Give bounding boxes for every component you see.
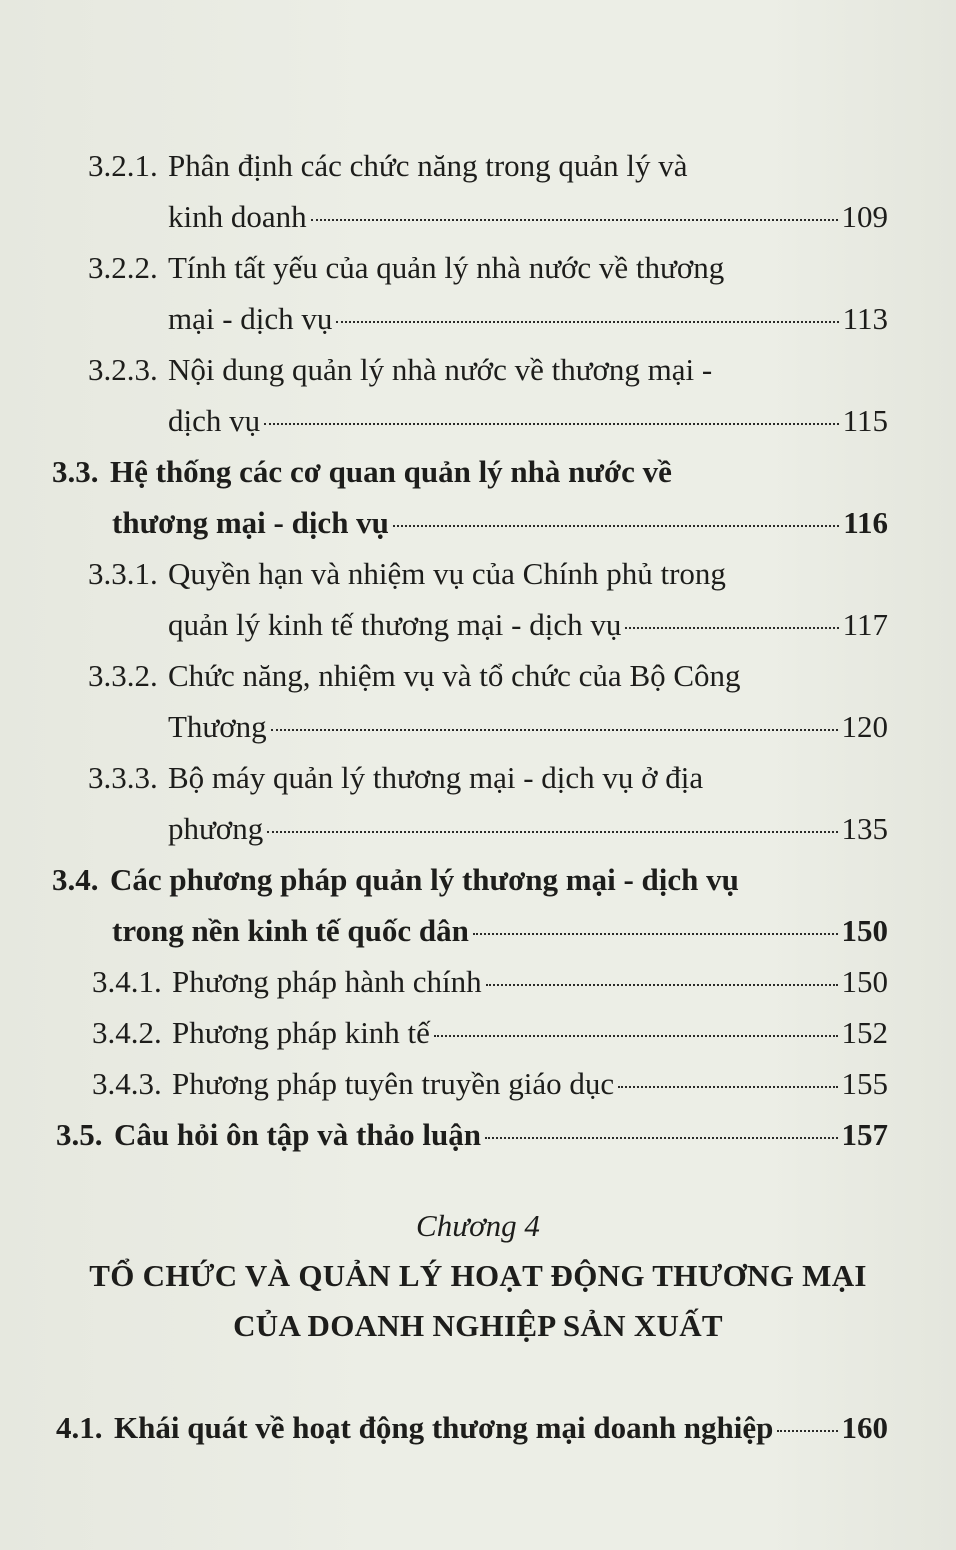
toc-number: 3.3.1.	[88, 556, 158, 591]
toc-page-number: 157	[841, 1117, 888, 1152]
toc-page-number: 150	[841, 964, 888, 999]
chapter-title-line-2: CỦA DOANH NGHIỆP SẢN XUẤT	[233, 1308, 723, 1343]
leader-dots	[336, 320, 838, 323]
toc-page-number: 155	[841, 1066, 888, 1101]
toc-title: Phương pháp kinh tế	[172, 1015, 430, 1050]
leader-dots	[618, 1085, 837, 1088]
toc-entry-3-3	[0, 446, 956, 548]
leader-dots	[311, 218, 838, 221]
toc-number: 3.3.2.	[88, 658, 158, 693]
leader-dots	[486, 983, 838, 986]
toc-entry-3-5	[0, 1109, 956, 1160]
table-of-contents	[0, 140, 956, 1160]
chapter-label: Chương 4	[416, 1208, 540, 1243]
toc-title: Phân định các chức năng trong quản lý và	[168, 148, 688, 183]
toc-title-cont: trong nền kinh tế quốc dân	[112, 913, 469, 948]
toc-title-cont: thương mại - dịch vụ	[112, 505, 389, 540]
toc-entry-3-3-2	[0, 650, 956, 752]
toc-number: 3.4.1.	[92, 964, 162, 999]
toc-title: Các phương pháp quản lý thương mại - dịch vụ	[110, 862, 739, 897]
leader-dots	[777, 1429, 837, 1432]
toc-title: Phương pháp hành chính	[172, 964, 482, 999]
toc-title: Nội dung quản lý nhà nước về thương mại -	[168, 352, 713, 387]
toc-title: Hệ thống các cơ quan quản lý nhà nước về	[110, 454, 672, 489]
toc-title-cont: dịch vụ	[168, 403, 261, 438]
leader-dots	[393, 524, 839, 527]
toc-page-number: 116	[843, 505, 888, 540]
toc-entry-3-3-3	[0, 752, 956, 854]
toc-entry-3-2-3	[0, 344, 956, 446]
toc-title: Khái quát về hoạt động thương mại doanh nghiệp	[114, 1410, 774, 1445]
leader-dots	[264, 422, 839, 425]
toc-page-number: 135	[841, 811, 888, 846]
toc-title: Tính tất yếu của quản lý nhà nước về thương	[168, 250, 725, 285]
toc-title: Bộ máy quản lý thương mại - dịch vụ ở địa	[168, 760, 704, 795]
toc-title: Phương pháp tuyên truyền giáo dục	[172, 1066, 615, 1101]
toc-page-number: 115	[842, 403, 888, 438]
toc-title-cont: quản lý kinh tế thương mại - dịch vụ	[168, 607, 622, 642]
toc-page-number: 109	[841, 199, 888, 234]
toc-page-number: 150	[841, 913, 888, 948]
chapter-title-line-1: TỔ CHỨC VÀ QUẢN LÝ HOẠT ĐỘNG THƯƠNG MẠI	[89, 1258, 867, 1293]
toc-number: 3.3.	[52, 454, 99, 489]
toc-entry-row	[0, 1402, 956, 1453]
toc-entry-3-3-1	[0, 548, 956, 650]
leader-dots	[271, 728, 838, 731]
toc-entry-3-4	[0, 854, 956, 956]
toc-number: 3.5.	[56, 1117, 103, 1152]
toc-title: Câu hỏi ôn tập và thảo luận	[114, 1117, 481, 1152]
toc-entry-4-1	[0, 1402, 956, 1453]
toc-page-number: 120	[841, 709, 888, 744]
toc-title-cont: Thương	[168, 709, 267, 744]
toc-number: 4.1.	[56, 1410, 103, 1445]
toc-title-cont: mại - dịch vụ	[168, 301, 333, 336]
toc-entry-3-4-1	[0, 956, 956, 1007]
toc-page-number: 160	[841, 1410, 888, 1445]
toc-entry-3-4-2	[0, 1007, 956, 1058]
toc-entry-3-4-3	[0, 1058, 956, 1109]
toc-entry-3-2-2	[0, 242, 956, 344]
toc-number: 3.4.	[52, 862, 99, 897]
leader-dots	[434, 1034, 838, 1037]
toc-entry-3-2-1	[0, 140, 956, 242]
toc-number: 3.2.1.	[88, 148, 158, 183]
leader-dots	[267, 830, 837, 833]
toc-number: 3.2.3.	[88, 352, 158, 387]
toc-page-number: 152	[841, 1015, 888, 1050]
toc-number: 3.3.3.	[88, 760, 158, 795]
toc-title: Quyền hạn và nhiệm vụ của Chính phủ trong	[168, 556, 726, 591]
leader-dots	[473, 932, 838, 935]
leader-dots	[625, 626, 838, 629]
leader-dots	[485, 1136, 838, 1139]
toc-number: 3.2.2.	[88, 250, 158, 285]
toc-title-cont: kinh doanh	[168, 199, 307, 234]
toc-page-number: 117	[842, 607, 888, 642]
toc-title-cont: phương	[168, 811, 264, 846]
toc-number: 3.4.2.	[92, 1015, 162, 1050]
toc-title: Chức năng, nhiệm vụ và tổ chức của Bộ Công	[168, 658, 741, 693]
toc-page-number: 113	[842, 301, 888, 336]
toc-number: 3.4.3.	[92, 1066, 162, 1101]
